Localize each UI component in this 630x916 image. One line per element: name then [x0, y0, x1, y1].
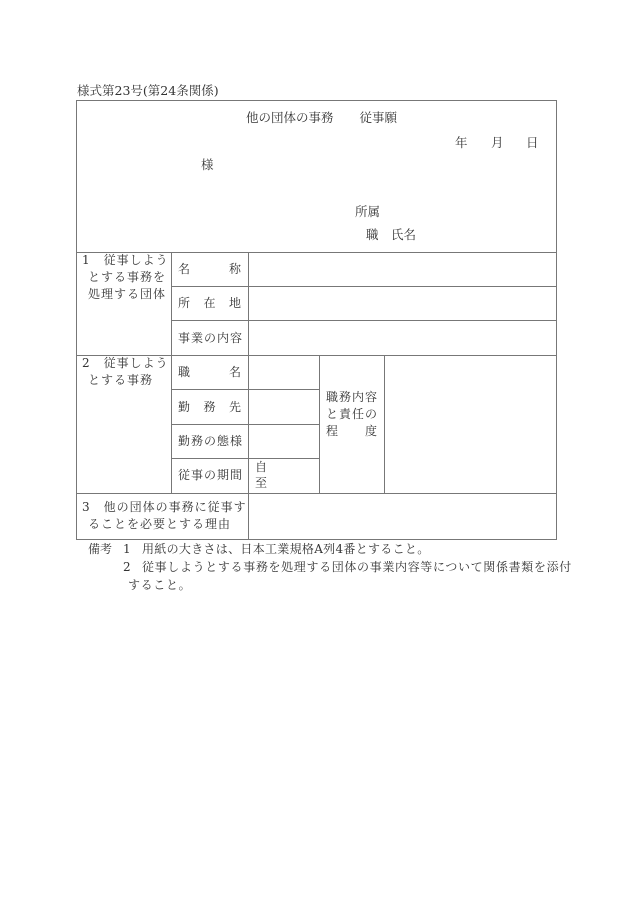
- date-month: 月: [491, 135, 504, 150]
- section3-heading: 3 他の団体の事務に従事す ることを必要とする理由: [82, 500, 247, 531]
- divider: [171, 458, 319, 459]
- divider: [248, 252, 249, 540]
- position-label: 職: [366, 227, 379, 242]
- org-business-field[interactable]: [250, 322, 555, 354]
- title-part2: 従事願: [359, 110, 398, 125]
- work-mode-field[interactable]: [250, 426, 318, 457]
- affiliation-label: 所属: [355, 204, 381, 219]
- divider: [384, 355, 385, 493]
- note-1-text: 用紙の大きさは、日本工業規格A列4番とすること。: [142, 542, 430, 556]
- divider: [319, 355, 320, 493]
- divider: [171, 320, 557, 321]
- divider: [76, 493, 557, 494]
- label-workplace: 勤 務 先: [178, 400, 242, 414]
- reason-field[interactable]: [250, 495, 555, 538]
- org-address-field[interactable]: [250, 288, 555, 319]
- period-from-label: 自: [255, 460, 269, 474]
- label-period: 従事の期間: [178, 468, 244, 482]
- notes-label: 備考: [88, 542, 113, 556]
- duties-field[interactable]: [386, 357, 555, 492]
- label-business: 事業の内容: [178, 331, 244, 345]
- note-2-num: 2: [123, 560, 131, 574]
- section2-heading: 2 従事しよう とする事務: [82, 356, 169, 387]
- label-address: 所 在 地: [178, 296, 242, 310]
- addressee-suffix: 様: [201, 157, 214, 172]
- period-to-label: 至: [255, 476, 269, 490]
- note-2-text: 従事しようとする事務を処理する団体の事業内容等について関係書類を添付: [142, 560, 572, 574]
- divider: [171, 424, 319, 425]
- workplace-field[interactable]: [250, 391, 318, 423]
- name-label: 氏名: [391, 227, 417, 242]
- note-1-num: 1: [123, 542, 131, 556]
- divider: [171, 286, 557, 287]
- title-part1: 他の団体の事務: [246, 110, 334, 125]
- divider: [171, 389, 319, 390]
- label-name: 名 称: [178, 262, 242, 276]
- duties-label: 職務内容 と責任の 程 度: [326, 390, 379, 438]
- label-position: 職 名: [178, 365, 242, 379]
- label-work-mode: 勤務の態様: [178, 434, 244, 448]
- divider: [171, 252, 172, 493]
- date-day: 日: [526, 135, 539, 150]
- form-title: [246, 112, 397, 125]
- note-2-cont: すること。: [128, 578, 192, 592]
- section1-heading: 1 従事しよう とする事務を 処理する団体: [82, 253, 169, 301]
- date-year: 年: [455, 135, 468, 150]
- org-name-field[interactable]: [250, 254, 555, 285]
- position-field[interactable]: [250, 357, 318, 388]
- form-number: 様式第23号(第24条関係): [77, 83, 219, 98]
